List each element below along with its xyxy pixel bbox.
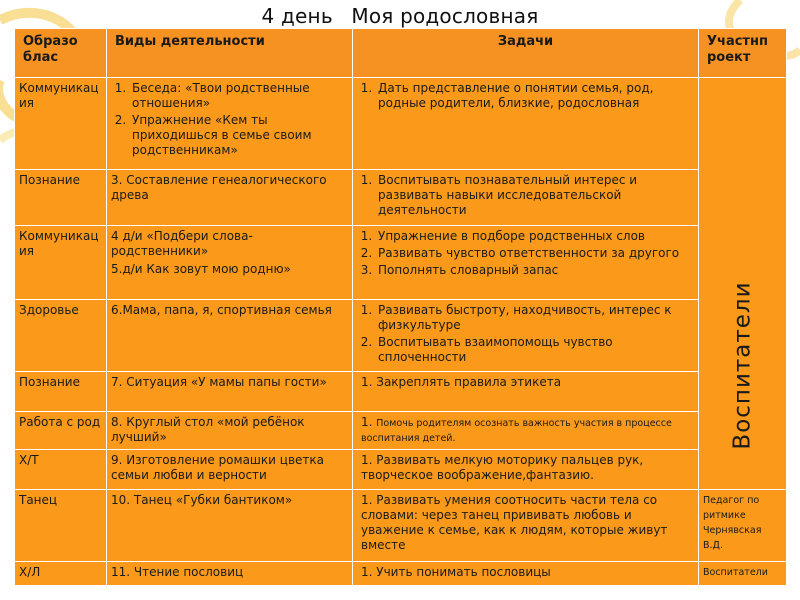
- task-item: 1. Развивать быстроту, находчивость, интерес к физкультуре: [376, 303, 694, 333]
- task-item: 1. Дать представление о понятии семья, род, родные родители, близкие, родословная: [376, 81, 694, 111]
- task-item: 2. Воспитывать взаимопомощь чувство сплоченности: [376, 335, 694, 365]
- activities-cell: 8. Круглый стол «мой ребёнок лучший»: [107, 412, 353, 450]
- task-item: 2. Развивать чувство ответственности за другого: [376, 246, 694, 261]
- area-cell: Коммуникация: [15, 226, 107, 300]
- tasks-cell: 1. Учить понимать пословицы: [353, 562, 699, 586]
- header-activities: Виды деятельности: [107, 29, 353, 78]
- table-header-row: [15, 29, 787, 78]
- title-topic: Моя родословная: [351, 4, 539, 28]
- table-row: [15, 300, 787, 372]
- activities-cell: 9. Изготовление ромашки цветка семьи любви и верности: [107, 450, 353, 490]
- tasks-cell: [353, 78, 699, 170]
- tasks-cell: [353, 170, 699, 226]
- header-area: Образо блас: [15, 29, 107, 78]
- task-number: 1.: [361, 415, 377, 429]
- area-cell: Работа с род: [15, 412, 107, 450]
- activity-plan-table: [14, 28, 787, 586]
- task-item: 3. Пополнять словарный запас: [376, 263, 694, 278]
- activities-cell: 7. Ситуация «У мамы папы гости»: [107, 372, 353, 412]
- tasks-cell: 1. Развивать мелкую моторику пальцев рук, творческое воображение,фантазию.: [353, 450, 699, 490]
- table-row: [15, 226, 787, 300]
- page-title: [0, 4, 800, 28]
- table-row: [15, 78, 787, 170]
- table-row: [15, 450, 787, 490]
- area-cell: Танец: [15, 490, 107, 562]
- participant-cell: Воспитатели: [699, 562, 787, 586]
- tasks-cell: [353, 226, 699, 300]
- tasks-cell: [353, 300, 699, 372]
- tasks-cell: 1. Развивать умения соотносить части тела со словами: через танец прививать любовь и уважение к семье, как к людям, которые живут вместе: [353, 490, 699, 562]
- activity-item: 1. Беседа: «Твои родственные отношения»: [130, 81, 348, 111]
- activities-cell: [107, 226, 353, 300]
- activities-cell: 11. Чтение пословиц: [107, 562, 353, 586]
- activity-item: 5.д/и Как зовут мою родню»: [111, 262, 291, 276]
- activities-cell: 10. Танец «Губки бантиком»: [107, 490, 353, 562]
- task-item: Помочь родителям осознать важность участия в процессе воспитания детей.: [361, 418, 672, 444]
- area-cell: Коммуникация: [15, 78, 107, 170]
- table-row: [15, 412, 787, 450]
- area-cell: Х/Л: [15, 562, 107, 586]
- activities-cell: [107, 78, 353, 170]
- participants-vertical-label: Воспитатели: [729, 281, 755, 450]
- table-row: [15, 170, 787, 226]
- activity-item: 2. Упражнение «Кем ты приходишься в семье своим родственникам»: [130, 113, 348, 158]
- area-cell: Познание: [15, 372, 107, 412]
- tasks-cell: 1. Закреплять правила этикета: [353, 372, 699, 412]
- task-item: 1. Воспитывать познавательный интерес и развивать навыки исследовательской деятельности: [376, 173, 694, 218]
- header-tasks: Задачи: [353, 29, 699, 78]
- activities-cell: 6.Мама, папа, я, спортивная семья: [107, 300, 353, 372]
- table-row: [15, 490, 787, 562]
- task-item: 1. Упражнение в подборе родственных слов: [376, 229, 694, 244]
- title-day: 4 день: [261, 4, 333, 28]
- area-cell: Х/Т: [15, 450, 107, 490]
- participant-cell: Педагог по ритмике Чернявская В.Д.: [699, 490, 787, 562]
- tasks-cell: [353, 412, 699, 450]
- area-cell: Познание: [15, 170, 107, 226]
- area-cell: Здоровье: [15, 300, 107, 372]
- table-row: [15, 372, 787, 412]
- participants-span-cell: [699, 78, 787, 490]
- header-participants: Участнп роект: [699, 29, 787, 78]
- activities-cell: 3. Составление генеалогического древа: [107, 170, 353, 226]
- table-row: [15, 562, 787, 586]
- activity-item: 4 д/и «Подбери слова-родственники»: [111, 229, 253, 258]
